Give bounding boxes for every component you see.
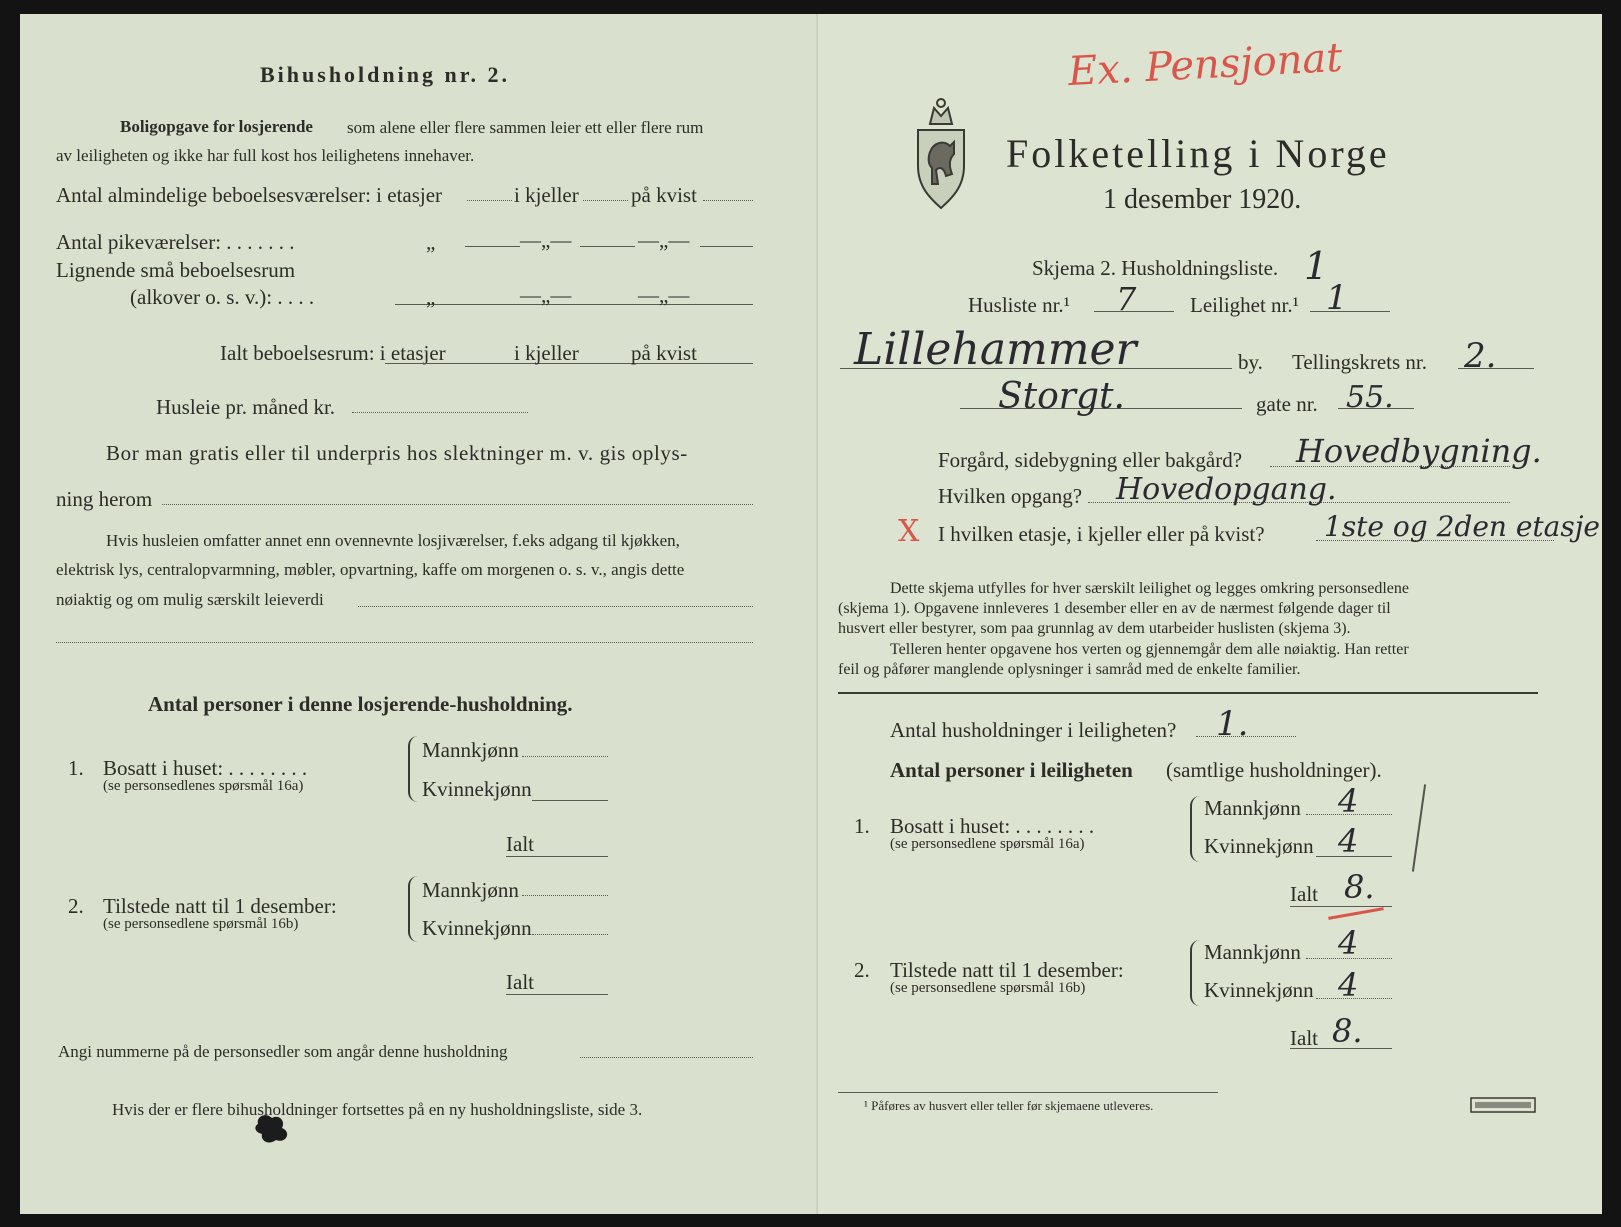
right-q1-total-value: 8. [1344, 868, 1375, 906]
right-q1-brace [1190, 796, 1200, 862]
building-question: Forgård, sidebygning eller bakgård? [938, 448, 1243, 472]
left-persons-heading: Antal personer i denne losjerende-husholdning. [148, 692, 573, 716]
note-line2: elektrisk lys, centralopvarmning, møbler, opvartning, kaffe om morgenen o. s. v., angis dette [56, 560, 685, 579]
district-label: Tellingskrets nr. [1292, 350, 1428, 374]
left-q2-label: Tilstede natt til 1 desember: [103, 894, 337, 918]
total-rooms-label: Ialt beboelsesrum: i etasjer [220, 341, 446, 365]
left-q1-num: 1. [68, 756, 84, 780]
town-value: Lillehammer [854, 324, 1137, 375]
rooms-attic-label: på kvist [631, 183, 697, 207]
small-rooms-label-2: (alkover o. s. v.): . . . . [130, 285, 315, 309]
small-ditto: „ [426, 285, 436, 309]
numbers-line-label: Angi nummerne på de personsedler som angår denne husholdning [58, 1042, 508, 1061]
note-line3: nøiaktig og om mulig særskilt leieverdi [56, 590, 324, 609]
right-q2-female-label: Kvinnekjønn [1204, 978, 1314, 1002]
total-cellar-label: i kjeller [514, 341, 579, 365]
instruction-line3: husvert eller bestyrer, som paa grunnlag av dem utarbeider huslisten (skjema 3). [838, 620, 1351, 637]
maid-attic-field[interactable] [700, 246, 753, 247]
street-value: Storgt. [998, 376, 1125, 417]
right-q2-female-value: 4 [1338, 966, 1359, 1004]
note-line1: Hvis husleien omfatter annet enn ovennevnte losjiværelser, f.eks adgang til kjøkken, [106, 531, 680, 550]
left-q1-female-field[interactable] [532, 800, 608, 801]
small-ditto-3: —„— [638, 283, 690, 307]
left-q1-total-label: Ialt [506, 832, 534, 856]
maid-ditto-2: —„— [520, 228, 572, 252]
right-q2-total-value: 8. [1332, 1012, 1363, 1050]
left-q2-male-label: Mannkjønn [422, 878, 519, 902]
floor-mark: X [898, 514, 920, 549]
instruction-line1: Dette skjema utfylles for hver særskilt leilighet og legges omkring personsedlene [890, 580, 1409, 597]
intro-bold: Boligopgave for losjerende [120, 117, 313, 136]
right-title: Folketelling i Norge [1006, 131, 1390, 176]
annotation-top: Ex. Pensjonat [1066, 34, 1344, 96]
schema-value: 1 [1304, 244, 1329, 288]
left-q1-sub: (se personsedlenes spørsmål 16a) [103, 778, 304, 794]
street-number-value: 55. [1346, 380, 1394, 415]
left-q2-num: 2. [68, 894, 84, 918]
printer-stamp-graphic [1470, 1097, 1536, 1113]
right-q2-num: 2. [854, 958, 870, 982]
note-field-2[interactable] [56, 642, 753, 643]
ink-blot-graphic [252, 1110, 294, 1146]
left-q2-female-field[interactable] [532, 934, 608, 935]
maid-rooms-label: Antal pikeværelser: . . . . . . . [56, 230, 295, 254]
continue-note: Hvis der er flere bihusholdninger fortsettes på en ny husholdningsliste, side 3. [112, 1100, 643, 1119]
rooms-cellar-field[interactable] [583, 200, 628, 201]
rooms-cellar-label: i kjeller [514, 183, 579, 207]
house-list-value: 7 [1116, 280, 1137, 318]
right-q2-brace [1190, 940, 1200, 1006]
right-persons-heading: Antal personer i leiligheten [890, 758, 1133, 782]
left-page [20, 14, 818, 1214]
households-question: Antal husholdninger i leiligheten? [890, 718, 1177, 742]
floor-value: 1ste og 2den etasje [1324, 510, 1600, 543]
small-rooms-label-1: Lignende små beboelsesrum [56, 258, 296, 282]
left-q2-total-label: Ialt [506, 970, 534, 994]
instruction-line4: Telleren henter opgavene hos verten og gjennemgår dem alle nøiaktig. Han retter [890, 641, 1409, 658]
rooms-attic-field[interactable] [703, 200, 753, 201]
right-q1-male-value: 4 [1338, 782, 1359, 820]
left-q2-brace [408, 876, 418, 942]
left-title: Bihusholdning nr. 2. [260, 62, 510, 87]
left-q2-total-field[interactable] [506, 994, 608, 995]
rent-label: Husleie pr. måned kr. [156, 395, 336, 419]
footnote-rule [838, 1092, 1218, 1093]
left-q2-male-field[interactable] [522, 895, 608, 896]
right-q1-total-label: Ialt [1290, 882, 1318, 906]
schema-label: Skjema 2. Husholdningsliste. [1032, 256, 1279, 280]
left-q2-female-label: Kvinnekjønn [422, 916, 532, 940]
floor-question: I hvilken etasje, i kjeller eller på kvist? [938, 522, 1265, 546]
pencil-tick [1412, 784, 1426, 871]
district-value: 2. [1464, 336, 1497, 376]
maid-ditto: „ [426, 230, 436, 254]
maid-floor-field[interactable] [465, 246, 520, 247]
right-q1-female-label: Kvinnekjønn [1204, 834, 1314, 858]
instruction-line5: feil og påfører manglende oplysninger i samråd med de enkelte familier. [838, 661, 1301, 678]
right-q1-male-label: Mannkjønn [1204, 796, 1301, 820]
census-sheet [20, 14, 1602, 1214]
right-q1-sub: (se personsedlene spørsmål 16a) [890, 836, 1085, 852]
households-value: 1. [1216, 704, 1249, 744]
right-persons-heading-rest: (samtlige husholdninger). [1166, 758, 1382, 782]
note-field[interactable] [358, 606, 753, 607]
numbers-line-field[interactable] [580, 1057, 753, 1058]
small-rooms-underline [395, 304, 753, 305]
maid-ditto-3: —„— [638, 228, 690, 252]
house-list-label: Husliste nr.¹ [968, 293, 1070, 317]
right-q2-sub: (se personsedlene spørsmål 16b) [890, 980, 1086, 996]
right-q2-total-label: Ialt [1290, 1026, 1318, 1050]
left-q1-female-label: Kvinnekjønn [422, 777, 532, 801]
census-date: 1 desember 1920. [1103, 184, 1302, 215]
rent-field[interactable] [352, 412, 528, 413]
free-housing-line2: ning herom [56, 487, 153, 511]
right-q2-label: Tilstede natt til 1 desember: [890, 958, 1124, 982]
apartment-field[interactable] [1310, 311, 1390, 312]
rooms-floor-field[interactable] [467, 200, 512, 201]
footnote: ¹ Påføres av husvert eller teller før skjemaene utleveres. [864, 1098, 1154, 1113]
coat-of-arms-icon [910, 94, 972, 212]
section-divider [838, 692, 1538, 694]
building-value: Hovedbygning. [1296, 432, 1542, 470]
instruction-line2: (skjema 1). Opgavene innleveres 1 desember eller en av de nærmest følgende dager til [838, 600, 1391, 617]
entrance-value: Hovedopgang. [1116, 472, 1337, 507]
left-q1-total-field[interactable] [506, 856, 608, 857]
red-check-mark [1328, 907, 1384, 920]
entrance-question: Hvilken opgang? [938, 484, 1083, 508]
free-housing-line1: Bor man gratis eller til underpris hos slektninger m. v. gis oplys- [106, 441, 688, 465]
town-suffix: by. [1238, 350, 1263, 374]
right-q1-num: 1. [854, 814, 870, 838]
left-q1-label: Bosatt i huset: . . . . . . . . [103, 756, 308, 780]
left-q1-brace [408, 736, 418, 802]
rooms-ordinary-label: Antal almindelige beboelsesværelser: i etasjer [56, 183, 443, 207]
street-label: gate nr. [1256, 392, 1318, 416]
right-q2-male-value: 4 [1338, 924, 1359, 962]
right-q1-label: Bosatt i huset: . . . . . . . . [890, 814, 1095, 838]
intro-rest: som alene eller flere sammen leier ett eller flere rum [347, 118, 704, 137]
intro-line2: av leiligheten og ikke har full kost hos leilighetens innehaver. [56, 146, 475, 165]
total-attic-label: på kvist [631, 341, 697, 365]
maid-cellar-field[interactable] [580, 246, 635, 247]
left-q2-sub: (se personsedlene spørsmål 16b) [103, 916, 299, 932]
right-q1-female-value: 4 [1338, 822, 1359, 860]
right-page [818, 14, 1602, 1214]
small-ditto-2: —„— [520, 283, 572, 307]
left-q1-male-label: Mannkjønn [422, 738, 519, 762]
free-housing-field[interactable] [162, 504, 753, 505]
left-q1-male-field[interactable] [522, 756, 608, 757]
right-q1-total-field[interactable] [1290, 906, 1392, 907]
right-q2-male-label: Mannkjønn [1204, 940, 1301, 964]
apartment-label: Leilighet nr.¹ [1190, 293, 1299, 317]
apartment-value: 1 [1326, 278, 1348, 318]
